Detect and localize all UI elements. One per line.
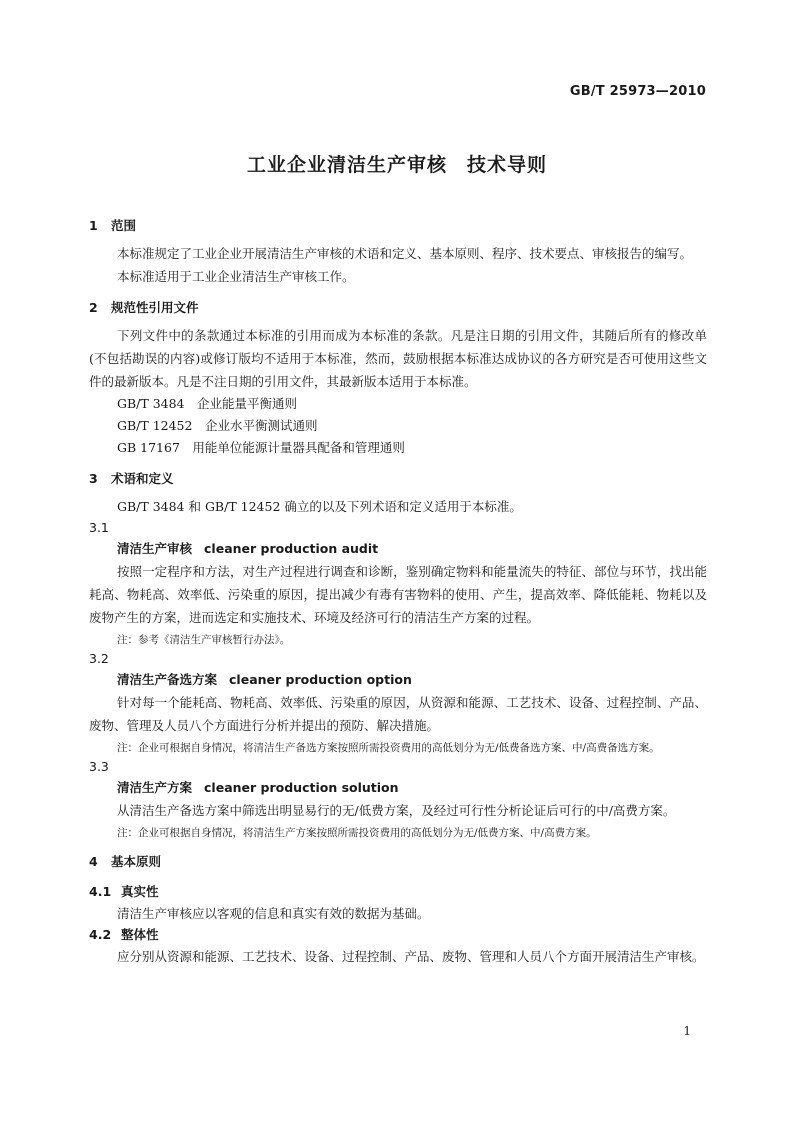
section-number: 4 — [89, 854, 98, 869]
term-en: cleaner production option — [229, 672, 412, 687]
paragraph: 本标准适用于工业企业清洁生产审核工作。 — [117, 269, 355, 284]
subsection-number: 4.1 — [89, 884, 112, 899]
subsection-title: 真实性 — [121, 884, 159, 899]
term-zh: 清洁生产方案 — [117, 780, 193, 795]
term-number: 3.1 — [89, 520, 109, 535]
reference-item: GB 17167 用能单位能源计量器具配备和管理通则 — [117, 440, 405, 455]
section-title: 基本原则 — [111, 854, 162, 869]
term-number: 3.3 — [89, 759, 109, 774]
section-title: 术语和定义 — [111, 471, 174, 486]
term-note: 注：参考《清洁生产审核暂行办法》。 — [117, 634, 291, 646]
section-heading-3 — [89, 469, 707, 489]
section-number: 3 — [89, 471, 98, 486]
term-en: cleaner production audit — [204, 541, 379, 556]
term-note: 注：企业可根据自身情况，将清洁生产备选方案按照所需投资费用的高低划分为无/低费备选方案、中/高费备选方案。 — [117, 742, 660, 754]
standard-number: GB/T 25973—2010 — [569, 84, 706, 99]
term-note: 注：企业可根据自身情况，将清洁生产方案按照所需投资费用的高低划分为无/低费方案、中/高费方案。 — [117, 827, 597, 839]
subsection-number: 4.2 — [89, 927, 112, 942]
term-definition: 从清洁生产备选方案中筛选出明显易行的无/低费方案，及经过可行性分析论证后可行的中/高费方案。 — [117, 803, 676, 818]
term-number: 3.2 — [89, 651, 109, 666]
section-number: 1 — [89, 218, 98, 233]
term-entry — [117, 669, 707, 691]
subsection-heading — [89, 882, 707, 902]
section-heading-4 — [89, 852, 707, 872]
term-en: cleaner production solution — [204, 780, 399, 795]
page-number: 1 — [683, 1024, 691, 1038]
term-zh: 清洁生产审核 — [117, 541, 193, 556]
term-entry — [117, 777, 707, 799]
section-number: 2 — [89, 300, 98, 315]
section-title: 范围 — [111, 218, 137, 233]
paragraph: 清洁生产审核应以客观的信息和真实有效的数据为基础。 — [117, 906, 430, 921]
reference-item: GB/T 3484 企业能量平衡通则 — [117, 396, 298, 411]
reference-item: GB/T 12452 企业水平衡测试通则 — [117, 418, 318, 433]
document-title: 工业企业清洁生产审核 技术导则 — [246, 154, 547, 176]
term-entry — [117, 538, 707, 560]
document-body — [89, 216, 707, 968]
paragraph: 下列文件中的条款通过本标准的引用而成为本标准的条款。凡是注日期的引用文件，其随后所有的修改单(不包括勘误的内容)或修订版均不适用于本标准，然而，鼓励根据本标准达成协议的各方研究是否可使用这些文件的最新版本。凡是不注日期的引用文件，其最新版本适用于本标准。 — [89, 328, 707, 389]
paragraph: GB/T 3484 和 GB/T 12452 确立的以及下列术语和定义适用于本标准。 — [117, 499, 522, 514]
section-heading-2 — [89, 298, 707, 318]
term-definition: 针对每一个能耗高、物耗高、效率低、污染重的原因，从资源和能源、工艺技术、设备、过程控制、产品、废物、管理及人员八个方面进行分析并提出的预防、解决措施。 — [89, 695, 707, 733]
paragraph: 本标准规定了工业企业开展清洁生产审核的术语和定义、基本原则、程序、技术要点、审核报告的编写。 — [117, 246, 693, 261]
term-definition: 按照一定程序和方法，对生产过程进行调查和诊断，鉴别确定物料和能量流失的特征、部位与环节，找出能耗高、物耗高、效率低、污染重的原因，提出减少有毒有害物料的使用、产生，提高效率、降低能耗、物耗以及废物产生的方案，进而选定和实施技术、环境及经济可行的清洁生产方案的过程。 — [89, 564, 707, 625]
section-title: 规范性引用文件 — [111, 300, 199, 315]
subsection-title: 整体性 — [121, 927, 159, 942]
section-heading-1 — [89, 216, 707, 236]
subsection-heading — [89, 925, 707, 945]
term-zh: 清洁生产备选方案 — [117, 672, 218, 687]
paragraph: 应分别从资源和能源、工艺技术、设备、过程控制、产品、废物、管理和人员八个方面开展清洁生产审核。 — [117, 949, 705, 964]
